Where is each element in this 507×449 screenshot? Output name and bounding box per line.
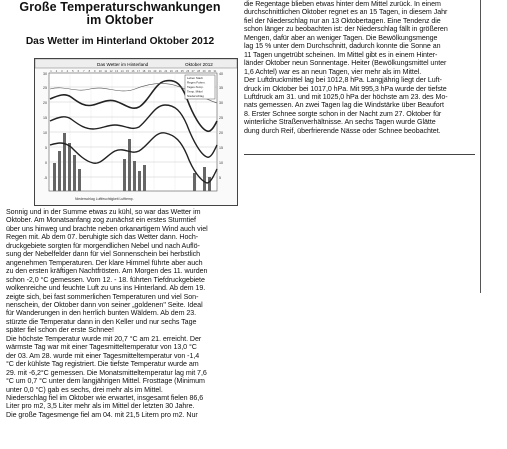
headline-line-1: Große Temperaturschwankungen <box>19 0 221 14</box>
legend-item: Leben Stadt <box>187 76 203 80</box>
text-line: Niederschlag fiel im Oktober wie erwartet, insgesamt fielen 86,6 <box>6 393 204 402</box>
text-line: sung der Nebelfelder dann für viel Sonnenschein bei herbstlich <box>6 250 201 259</box>
day-label: 24 <box>175 70 179 73</box>
text-line: Oktober. Am Monatsanfang zog zunächst ein erstes Sturmtief <box>6 216 196 225</box>
axis-right-tick: 20 <box>219 131 223 135</box>
column-divider <box>480 0 481 293</box>
text-line: Die höchste Temperatur wurde mit 20,7 °C am 21. erreicht. Der <box>6 334 202 343</box>
text-line: durchschnittlichen Oktober regnet es an 15 Tagen, in diesem Jahr <box>244 8 448 17</box>
axis-left-tick: 5 <box>45 146 47 150</box>
precip-bar <box>73 155 76 191</box>
text-line: dung durch Reif, überfrierende Nässe oder Schnee beobachtet. <box>244 126 441 135</box>
axis-right-tick: 15 <box>219 146 223 150</box>
precip-bar <box>203 167 206 191</box>
axis-left-tick: 15 <box>43 116 47 120</box>
text-line: lag 15 % unter dem Durchschnitt, dadurch konnte die Sonne an <box>244 42 441 51</box>
text-line: Der Luftdruckmittel lag bei 1012,8 hPa. Langjährig liegt der Luft- <box>244 76 442 85</box>
precip-bar <box>133 161 136 191</box>
text-line: angenehmen Temperaturen. Der klare Himmel führte aber auch <box>6 258 203 267</box>
chart-header-right: Oktober 2012 <box>185 62 213 67</box>
axis-left-tick: 10 <box>43 131 47 135</box>
article-body-left <box>6 208 234 419</box>
axis-right-tick: 5 <box>219 176 221 180</box>
article-right-column <box>244 0 475 155</box>
axis-right-tick: 25 <box>219 116 223 120</box>
text-line: zu den ersten kräftigen Nachtfrösten. Am Morgen des 11. wurden <box>6 267 208 276</box>
axis-left-tick: 30 <box>43 72 47 76</box>
precip-bar <box>63 133 66 191</box>
text-line: die Regentage blieben etwas hinter dem Mittel zurück. In einem <box>244 0 441 8</box>
precip-bar <box>128 139 131 191</box>
article-left-column <box>6 0 234 47</box>
day-label: 18 <box>142 70 146 73</box>
precip-bar <box>68 143 71 191</box>
text-line: nenschein, der Oktober dann von seiner „goldenen" Seite. Ideal <box>6 300 203 309</box>
day-label: 15 <box>126 70 129 73</box>
legend-item: Regen Fuhrm. <box>187 80 206 85</box>
legend-item: Temp. Mittel <box>187 89 203 94</box>
headline <box>6 0 234 27</box>
precip-bar <box>58 151 61 191</box>
text-line: Mengen, dafür aber an weniger Tagen. Die Bewölkungsmenge <box>244 33 438 42</box>
text-line: Regen mit. Ab dem 07. beruhigte sich das Wetter dann. Hoch- <box>6 233 199 242</box>
text-line: 1,6 Achtel) war es an neun Tagen, vier mehr als im Mittel. <box>244 67 422 76</box>
day-label: 16 <box>131 70 135 73</box>
text-line: für Wanderungen in den herrlich bunten Wäldern. Ab dem 23. <box>6 309 197 318</box>
text-line: wolkenreiche und feuchte Luft zu uns ins Hinterland. Ab dem 19. <box>6 284 206 293</box>
axis-right-tick: 10 <box>219 161 223 165</box>
text-line: winterliche Straßenverhältnisse. An sechs Tagen wurde Glätte <box>244 118 436 127</box>
chart-footer: Niederschlag Luftfeuchtigkeit Lufttemp. <box>75 197 134 201</box>
day-label: 13 <box>115 70 119 73</box>
day-label: 20 <box>153 70 157 73</box>
day-label: 10 <box>98 70 102 73</box>
axis-right-tick: 30 <box>219 101 223 105</box>
text-line: unter 0,0 °C) gab es sechs, drei mehr als im Mittel. <box>6 385 163 394</box>
chart-legend <box>185 75 215 99</box>
text-line: Liter pro m2, 3,5 Liter mehr als im Mittel der letzten 30 Jahre. <box>6 402 195 411</box>
day-label: 28 <box>197 70 201 73</box>
text-line: druckgebiete sorgten für morgendlichen Nebel und nach Auflö- <box>6 241 200 250</box>
chart-header-left: Das Wetter im Hinterland <box>97 62 149 67</box>
day-label: 1 <box>50 70 52 73</box>
day-label: 11 <box>104 70 108 73</box>
day-label: 3 <box>61 70 63 73</box>
precip-bar <box>53 163 56 191</box>
text-line: über uns hinweg und brachte neben orkanartigem Wind auch viel <box>6 224 208 233</box>
day-label: 21 <box>158 70 162 73</box>
day-label: 30 <box>208 70 211 73</box>
axis-left-tick: -5 <box>43 176 47 180</box>
weather-chart <box>34 58 238 206</box>
text-line: schon -2,0 °C gemessen. Vom 12. - 18. führten Tiefdruckgebiete <box>6 275 205 284</box>
day-label: 14 <box>120 70 124 73</box>
day-label: 27 <box>191 70 195 73</box>
day-label: 25 <box>180 70 184 73</box>
text-line: nats gemessen. An zwei Tagen lag die Windstärke über Beaufort <box>244 101 444 110</box>
day-label: 23 <box>169 70 173 73</box>
text-line: Sonnig und in der Summe etwas zu kühl, so war das Wetter im <box>6 208 201 216</box>
text-line: druck im Oktober bei 1017,0 hPa. Mit 995,3 hPa wurde der tiefste <box>244 84 447 93</box>
axis-left-tick: 20 <box>43 101 47 105</box>
day-label: 5 <box>72 70 74 73</box>
precip-bar <box>208 177 211 191</box>
text-line: fiel der Niederschlag nur an 13 Oktobertagen. Eine Tendenz die <box>244 16 441 25</box>
text-line: Die große Tagesmenge fiel am 04. mit 21,5 Litern pro m2. Nur <box>6 410 198 419</box>
text-line: wärmste Tag war mit einer Tagesmitteltemperatur von 13,0 °C <box>6 343 197 352</box>
day-label: 22 <box>164 70 168 73</box>
text-line: 11 Tagen ungetrübt scheinen. Im Mittel gibt es in einem Hinter- <box>244 50 438 59</box>
day-label: 29 <box>202 70 206 73</box>
day-label: 26 <box>186 70 190 73</box>
day-label: 31 <box>213 70 217 73</box>
day-label: 19 <box>147 70 151 73</box>
axis-left-tick: 0 <box>45 161 47 165</box>
text-line: stürzte die Temperatur dann in den Keller und nur sechs Tage <box>6 317 197 326</box>
precip-bar <box>78 169 81 191</box>
day-label: 17 <box>137 70 140 73</box>
text-line: zeigte sich, bei fast sommerlichen Temperaturen und viel Son- <box>6 292 199 301</box>
subheadline: Das Wetter im Hinterland Oktober 2012 <box>25 36 215 47</box>
text-line: 29. mit -6,2°C gemessen. Die Monatsmitteltemperatur lag mit 7,6 <box>6 368 207 377</box>
day-label: 4 <box>66 70 69 73</box>
text-line: Luftdruck am 31. und mit 1025,0 hPa der höchste am 23. des Mo- <box>244 92 448 101</box>
axis-right-tick: 35 <box>219 86 223 90</box>
precip-bar <box>143 165 146 191</box>
headline-line-2: im Oktober <box>86 13 154 27</box>
day-label: 8 <box>88 70 91 73</box>
day-label: 9 <box>93 70 96 73</box>
day-label: 6 <box>77 70 80 73</box>
precip-bar <box>193 173 196 191</box>
text-line: 8. Erster Schnee sorgte schon in der Nacht zum 27. Oktober für <box>244 109 442 118</box>
day-label: 7 <box>83 70 85 73</box>
legend-item: Tages-Temp. <box>187 85 204 89</box>
legend-item: Niederschlag <box>187 94 204 98</box>
text-line: länder Oktober neun Sonnentage. Heiter (Bewölkungsmittel unter <box>244 59 447 68</box>
precip-bar <box>138 171 141 191</box>
axis-left-tick: 25 <box>43 86 47 90</box>
day-label: 12 <box>109 70 113 73</box>
text-line: °C der kühlste Tag registriert. Die tiefste Temperatur wurde am <box>6 360 199 369</box>
text-line: °C um 0,7 °C unter dem langjährigen Mittel. Frosttage (Minimum <box>6 377 205 386</box>
text-line: der 03. Am 28. wurde mit einer Tagesmitteltemperatur von -1,4 <box>6 351 200 360</box>
text-line: schon länger zu beobachten ist: der Niederschlag fällt in größeren <box>244 25 448 34</box>
precip-bar <box>123 159 126 191</box>
axis-right-tick: 40 <box>219 72 223 76</box>
article-body-right <box>244 0 475 135</box>
weather-chart-graphic <box>35 59 237 205</box>
day-label-row <box>50 69 217 73</box>
text-line: später fiel schon der erste Schnee! <box>6 326 114 335</box>
day-label: 2 <box>55 70 58 73</box>
